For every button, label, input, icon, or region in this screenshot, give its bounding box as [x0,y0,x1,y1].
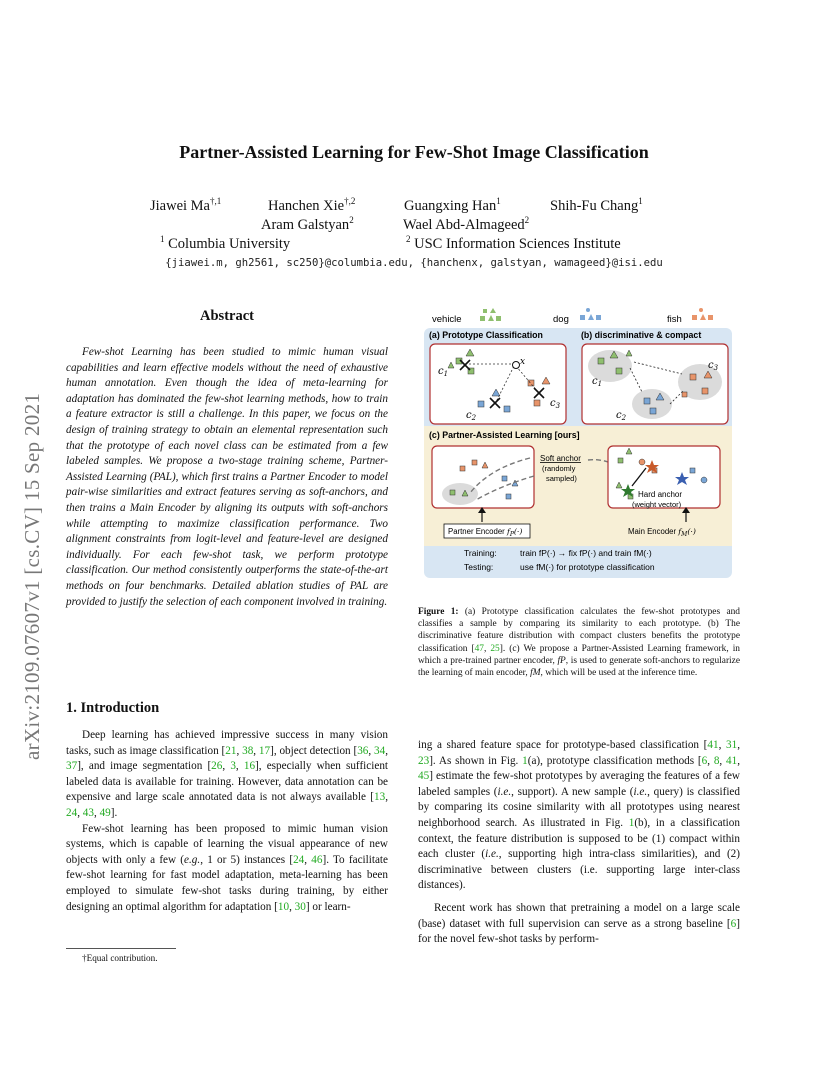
citation-ref[interactable]: 6 [701,754,708,767]
testing-label: Testing: [464,562,494,572]
citation-ref[interactable]: 26 [211,760,223,773]
citation-ref[interactable]: 47 [474,643,484,654]
figure-1 [420,308,736,584]
citation-ref[interactable]: 8 [713,754,720,767]
citation-ref[interactable]: 23 [418,754,430,767]
arxiv-stamp: arXiv:2109.07607v1 [cs.CV] 15 Sep 2021 [20,392,44,760]
footnote-rule [66,948,176,949]
figure-1-caption: Figure 1: (a) Prototype classification calculates the few-shot prototypes and classifies a sample by comparing its similarity to each prototype. (b) The discriminative feature distribution with compact clusters benefits the prototype classification [47, 25]. (c) We propose a Partner-Assisted Learning framework, in which a pre-trained partner encoder, fP, is used to generate soft-anchors to regularize the learning of main encoder, fM, which will be used at the inference time. [418,607,740,679]
citation-ref[interactable]: 43 [82,806,94,819]
author-4: Shih-Fu Chang$^1$ [550,196,643,214]
citation-ref[interactable]: 25 [490,643,500,654]
dog-icons [580,308,601,320]
svg-text:c1: $c_1$ [438,366,449,378]
intro-paragraph-4: Recent work has shown that pretraining a model on a large scale (base) dataset with full supervision can serve as a strong baseline [6] for the novel few-shot tasks by perform- [418,901,740,946]
testing-text: use fM(·) for prototype classification [520,562,655,572]
author-6: Wael Abd-Almageed$^2$ [403,215,530,233]
author-emails: {jiawei.m, gh2561, sc250}@columbia.edu, {hanchenx, galstyan, wamageed}@isi.edu [165,257,663,269]
svg-text:c3: $c_3$ [550,398,561,410]
citation-ref[interactable]: 24 [293,853,305,866]
author-1: Jiawei $Ma^{\dagger,1}$ [150,196,222,214]
training-label: Training: [464,548,497,558]
svg-text:c2: $c_2$ [466,410,477,422]
citation-ref[interactable]: 49 [99,806,111,819]
vehicle-icons [480,308,501,321]
main-encoder-label: Main Encoder $f_M(\cdot)$ [628,527,696,538]
citation-ref[interactable]: 46 [311,853,323,866]
citation-ref[interactable]: 17 [258,744,271,757]
citation-ref[interactable]: 3 [230,760,236,773]
abstract-text: Few-shot Learning has been studied to mimic human visual capabilities and learn effective models without the need of exhaustive human annotation. Even though the idea of meta-learning for adaptation has dominated the few-shot learning methods, how to train a feature extractor is still a challenge. In this paper, we focus on the design of training strategy to obtain an elemental representation such that the prototype of each novel class can be estimated from a few labeled samples. We propose a two-stage training scheme, Partner-Assisted Learning (PAL), which first trains a Partner Encoder to model pair-wise similarities and extract features serving as soft-anchors, and then trains a Main Encoder by aligning its outputs with soft-anchors while attempting to maximize classification performance. Two alignment constraints from logit-level and feature-level are designed individually. For each few-shot task, we perform prototype classification. Our method consistently outperforms the state-of-the-art methods on four benchmarks. Detailed ablation studies of PAL are provided to justify the selection of each component involved in training. [66,346,388,608]
author-2: Hanchen Xie$^{\dagger,2}$ [268,196,356,214]
citation-ref[interactable]: 24 [66,806,78,819]
citation-ref[interactable]: 31 [726,739,738,751]
svg-text:c3: $c_3$ [708,360,719,372]
citation-ref[interactable]: 13 [374,791,386,804]
citation-ref[interactable]: 1 [628,816,635,829]
soft-anchor-label: Soft anchor [540,454,581,463]
citation-ref[interactable]: 10 [277,900,290,913]
author-5: Aram Galstyan$^2$ [261,215,354,233]
panel-c-label: (c) Partner-Assisted Learning [ours] [429,430,580,440]
query-point [513,362,520,369]
soft-anchor-sub-2: sampled) [546,474,577,483]
intro-paragraph-2: Few-shot learning has been proposed to mimic human vision systems, which is capable of learning the visual appearance of new objects with only a few (e.g., 1 or 5) instances [24, 46]. To facilitate few-shot learning for fast model adaptation, meta-learning has been employed to simulate few-shot tasks during training, by either designing an optimal algorithm for adaptation [10, 30] or learn- [66,822,389,913]
author-3: Guangxing Han$^1$ [404,196,501,214]
legend-fish: fish [667,314,682,325]
svg-text:c2: $c_2$ [616,410,627,422]
citation-ref[interactable]: 1 [522,754,528,767]
affiliation-1: $^1$ Columbia University [160,234,291,252]
hard-anchor-sub: (weight vector) [632,500,682,509]
intro-paragraph-1: Deep learning has achieved impressive success in many vision tasks, such as image classification [21, 38, 17], object detection [36, 34, 37], and image segmentation [26, 3, 16], especially when sufficient labeled data is available for training. However, data annotation can be expensive and large scale annotated data is not always available [13, 24, 43, 49]. [66,729,389,819]
citation-ref[interactable]: 38 [242,744,254,757]
intro-paragraph-3: ing a shared feature space for prototype-based classification [41, 31, 23]. As shown in Fig. 1(a), prototype classification methods [6, 8, 41, 45] estimate the few-shot prototypes by averaging the features of a few labeled samples (i.e., support). A new sample (i.e., query) is classified by comparing its cosine similarity with all prototypes using nearest neighborhood search. As illustrated in Fig. 1(b), in a classification context, the feature distribution is supposed to be (1) compact within each cluster (i.e., supporting high intra-class similarities), and (2) discriminative between clusters (i.e. supporting large inter-class distances). [418,739,740,892]
citation-ref[interactable]: 34 [374,744,386,757]
fish-icons [692,308,713,320]
citation-ref[interactable]: 6 [730,917,737,930]
panel-a-label: (a) Prototype Classification [429,330,543,340]
citation-ref[interactable]: 16 [243,760,256,773]
paper-title: Partner-Assisted Learning for Few-Shot Image Classification [179,142,649,162]
soft-anchor-sub-1: (randomly [542,464,576,473]
citation-ref[interactable]: 21 [225,744,237,757]
training-text: train fP(·) → fix fP(·) and train fM(·) [520,548,652,558]
hard-anchor-label: Hard anchor [638,490,683,499]
legend-dog: dog [553,314,569,325]
svg-text:x: x [520,357,526,367]
citation-ref[interactable]: 41 [707,739,719,751]
intro-right-column [418,738,740,948]
citation-ref[interactable]: 37 [66,760,78,773]
abstract-heading: Abstract [200,308,254,324]
footnote: †Equal contribution. [82,953,158,963]
citation-ref[interactable]: 36 [357,744,369,757]
legend-vehicle: vehicle [432,314,462,325]
citation-ref[interactable]: 45 [418,770,430,783]
citation-ref[interactable]: 30 [294,900,306,913]
citation-ref[interactable]: 41 [726,754,738,767]
partner-encoder-label: Partner Encoder $f_P(\cdot)$ [448,527,523,538]
panel-b-label: (b) discriminative & compact [581,330,702,340]
intro-left-column [66,728,388,915]
svg-text:c1: $c_1$ [592,376,603,388]
cluster-2 [632,389,672,419]
introduction-heading: 1. Introduction [66,700,160,716]
affiliation-2: $^2$ USC Information Sciences Institute [406,234,621,252]
